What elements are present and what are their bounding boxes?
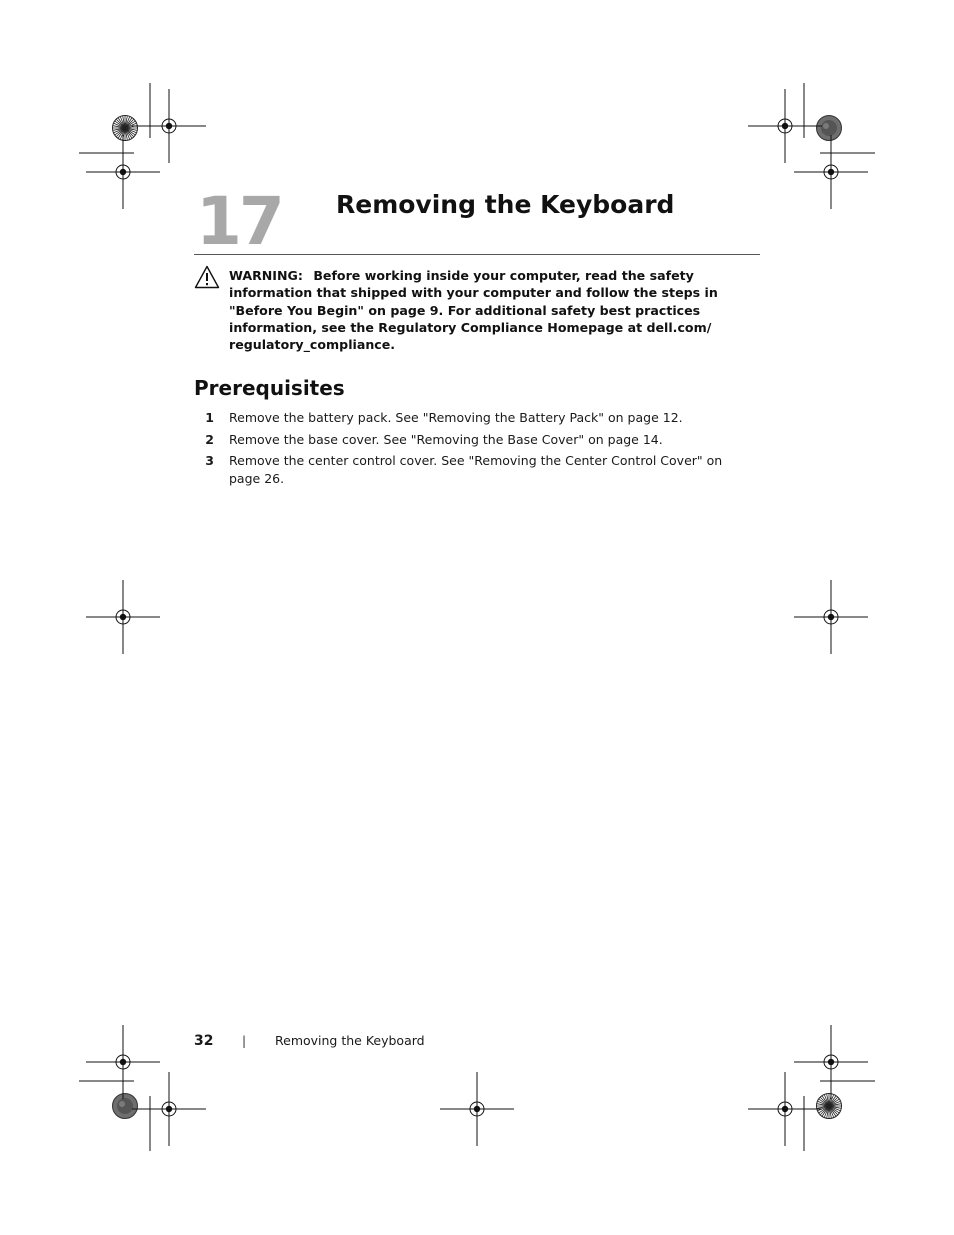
prerequisites-steps-list	[194, 409, 734, 491]
step-number: 3	[205, 453, 214, 468]
footer-separator: |	[242, 1034, 247, 1048]
warning-message: Before working inside your computer, read the safety information that shipped with your computer and follow the steps in "Before You Begin" on page 9. For additional safety best practices information, see the Regulatory Compliance Homepage at dell.com/ regulatory_compliance.	[229, 268, 718, 353]
list-item	[194, 409, 734, 427]
step-text: Remove the battery pack. See "Removing the Battery Pack" on page 12.	[229, 410, 683, 425]
step-text: Remove the center control cover. See "Removing the Center Control Cover" on page 26.	[229, 453, 723, 486]
list-item	[194, 452, 734, 487]
step-number: 2	[205, 431, 214, 447]
page-number: 32	[194, 1033, 214, 1049]
warning-label: WARNING:	[229, 268, 303, 283]
section-heading-prerequisites: Prerequisites	[194, 376, 345, 400]
warning-triangle-icon	[194, 265, 220, 289]
chapter-title: Removing the Keyboard	[336, 190, 675, 219]
title-divider	[194, 254, 760, 255]
step-number: 1	[205, 410, 214, 425]
step-text: Remove the base cover. See "Removing the Base Cover" on page 14.	[229, 431, 663, 447]
warning-text-block	[229, 267, 757, 353]
footer-chapter-title: Removing the Keyboard	[275, 1033, 425, 1048]
chapter-number: 17	[196, 183, 282, 260]
list-item	[194, 431, 734, 449]
